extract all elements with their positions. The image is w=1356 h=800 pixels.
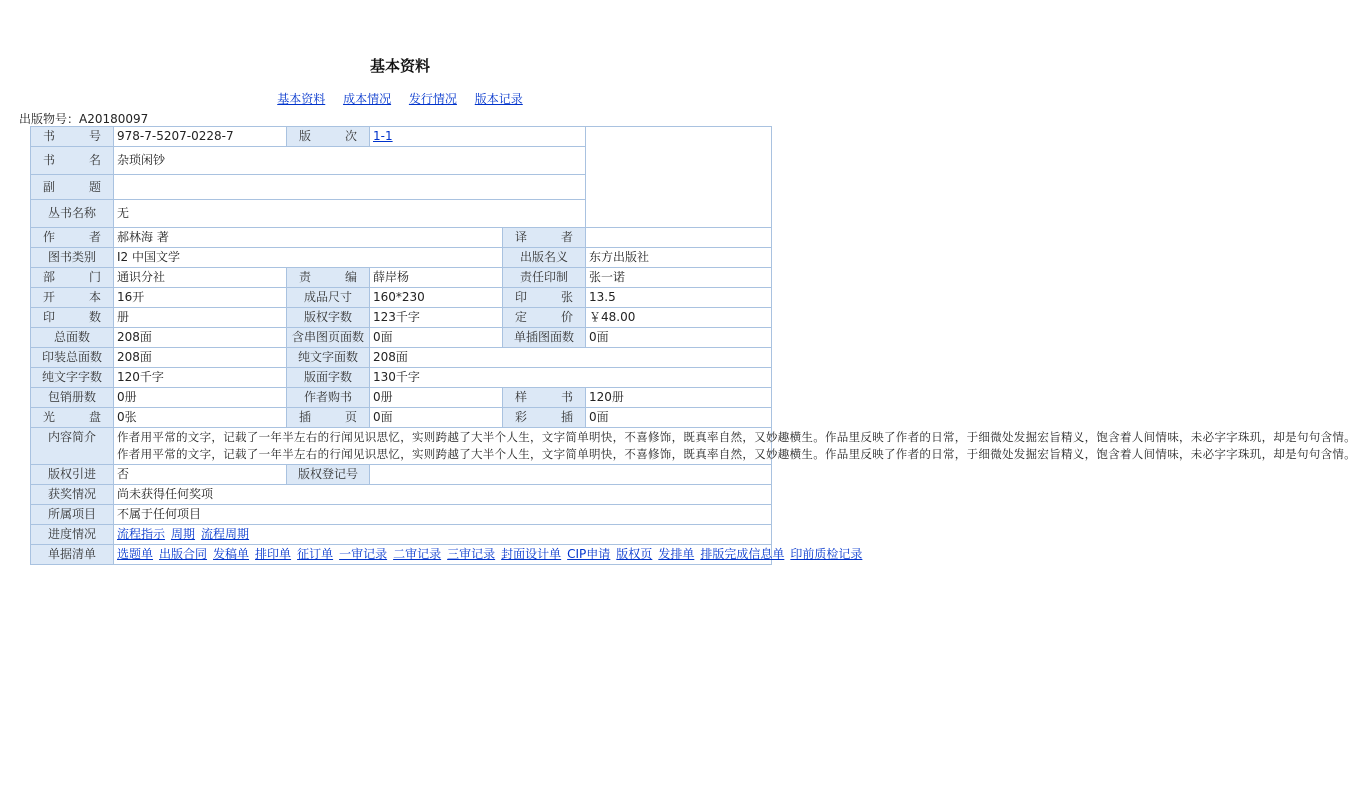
color-label: 彩插: [503, 408, 586, 428]
summary-paragraph: 作者用平常的文字，记载了一年半左右的行闻见识思忆，实则跨越了大半个人生，文字简单明快，不喜修饰，既真率自然，又妙趣横生。作品里反映了作者的日常，于细微处发掘宏旨精义，饱含着人间情味，未必字字珠玑，却是句句含情。: [117, 430, 1356, 444]
text-words-value: 120千字: [114, 368, 287, 388]
table-row: [31, 408, 772, 428]
subtitle-value: [114, 175, 586, 200]
cover-placeholder: [586, 127, 772, 228]
form-link-print-order[interactable]: 排印单: [255, 547, 292, 561]
text-words-label: 纯文字字数: [31, 368, 114, 388]
plates-label: 插页: [287, 408, 370, 428]
dept-value: 通识分社: [114, 268, 287, 288]
author-buy-value: 0册: [370, 388, 503, 408]
table-row: [31, 545, 772, 565]
project-label: 所属项目: [31, 505, 114, 525]
format-label: 开本: [31, 288, 114, 308]
dept-label: 部门: [31, 268, 114, 288]
price-label: 定价: [503, 308, 586, 328]
progress-links: [114, 525, 772, 545]
nav-version-history[interactable]: 版本记录: [474, 92, 523, 106]
sheets-value: 13.5: [586, 288, 772, 308]
rights-reg-label: 版权登记号: [287, 465, 370, 485]
bound-pages-label: 印装总面数: [31, 348, 114, 368]
package-label: 包销册数: [31, 388, 114, 408]
form-link-subscription[interactable]: 征订单: [297, 547, 334, 561]
author-label: 作者: [31, 228, 114, 248]
size-value: 160*230: [370, 288, 503, 308]
series-label: 丛书名称: [31, 200, 114, 228]
translator-value: [586, 228, 772, 248]
table-row: [31, 268, 772, 288]
text-pages-label: 纯文字面数: [287, 348, 370, 368]
book-name-value: 杂琐闲钞: [114, 147, 586, 175]
rights-value: 否: [114, 465, 287, 485]
form-link-topic[interactable]: 选题单: [117, 547, 154, 561]
summary-label: 内容简介: [31, 428, 114, 465]
progress-label: 进度情况: [31, 525, 114, 545]
project-value: 不属于任何项目: [114, 505, 772, 525]
page-title: 基本资料: [369, 57, 430, 75]
disc-label: 光盘: [31, 408, 114, 428]
print-qty-value: 册: [114, 308, 287, 328]
top-nav: [0, 90, 800, 107]
table-row: [31, 505, 772, 525]
form-link-typeset[interactable]: 发排单: [658, 547, 695, 561]
author-value: 郝林海 著: [114, 228, 503, 248]
publication-number-value: A20180097: [79, 112, 149, 126]
award-value: 尚未获得任何奖项: [114, 485, 772, 505]
author-buy-label: 作者购书: [287, 388, 370, 408]
publication-number-label: 出版物号：: [19, 112, 80, 126]
table-row: [31, 428, 772, 465]
total-pages-label: 总面数: [31, 328, 114, 348]
series-value: 无: [114, 200, 586, 228]
table-row: [31, 308, 772, 328]
size-label: 成品尺寸: [287, 288, 370, 308]
form-link-typeset-complete[interactable]: 排版完成信息单: [700, 547, 785, 561]
editor-label: 责编: [287, 268, 370, 288]
illus-pages-label: 含串图页面数: [287, 328, 370, 348]
category-label: 图书类别: [31, 248, 114, 268]
table-row: [31, 388, 772, 408]
form-link-manuscript[interactable]: 发稿单: [213, 547, 250, 561]
layout-words-value: 130千字: [370, 368, 772, 388]
imprint-value: 东方出版社: [586, 248, 772, 268]
price-value: ￥48.00: [586, 308, 772, 328]
printer-label: 责任印制: [503, 268, 586, 288]
award-label: 获奖情况: [31, 485, 114, 505]
total-pages-value: 208面: [114, 328, 287, 348]
sample-value: 120册: [586, 388, 772, 408]
summary-value: [114, 428, 1356, 465]
table-row: [31, 328, 772, 348]
printer-value: 张一诺: [586, 268, 772, 288]
progress-link-flow[interactable]: 流程指示: [117, 527, 166, 541]
form-link-cip[interactable]: CIP申请: [567, 547, 611, 561]
form-link-contract[interactable]: 出版合同: [159, 547, 208, 561]
table-row: [31, 368, 772, 388]
summary-paragraph: 作者用平常的文字，记载了一年半左右的行闻见识思忆，实则跨越了大半个人生，文字简单明快，不喜修饰，既真率自然，又妙趣横生。作品里反映了作者的日常，于细微处发掘宏旨精义，饱含着人间情味，未必字字珠玑，却是句句含情。: [117, 447, 1356, 461]
edition-label: 版次: [287, 127, 370, 147]
format-value: 16开: [114, 288, 287, 308]
form-link-copyright-page[interactable]: 版权页: [616, 547, 653, 561]
insert-pages-label: 单插图面数: [503, 328, 586, 348]
illus-pages-value: 0面: [370, 328, 503, 348]
table-row: [31, 127, 772, 147]
rights-reg-value: [370, 465, 772, 485]
form-link-review-3[interactable]: 三审记录: [447, 547, 496, 561]
table-row: [31, 348, 772, 368]
insert-pages-value: 0面: [586, 328, 772, 348]
forms-label: 单据清单: [31, 545, 114, 565]
forms-links: [114, 545, 863, 565]
sheets-label: 印张: [503, 288, 586, 308]
color-value: 0面: [586, 408, 772, 428]
isbn-value: 978-7-5207-0228-7: [114, 127, 287, 147]
table-row: [31, 465, 772, 485]
subtitle-label: 副题: [31, 175, 114, 200]
nav-cost[interactable]: 成本情况: [343, 92, 392, 106]
bound-pages-value: 208面: [114, 348, 287, 368]
copyright-words-value: 123千字: [370, 308, 503, 328]
rights-label: 版权引进: [31, 465, 114, 485]
edition-value: [370, 127, 586, 147]
package-value: 0册: [114, 388, 287, 408]
sample-label: 样书: [503, 388, 586, 408]
copyright-words-label: 版权字数: [287, 308, 370, 328]
book-name-label: 书名: [31, 147, 114, 175]
nav-distribution[interactable]: 发行情况: [408, 92, 457, 106]
book-info-table: [30, 126, 1356, 565]
table-row: [31, 485, 772, 505]
text-pages-value: 208面: [370, 348, 772, 368]
category-value: I2 中国文学: [114, 248, 503, 268]
table-row: [31, 525, 772, 545]
layout-words-label: 版面字数: [287, 368, 370, 388]
form-link-cover-design[interactable]: 封面设计单: [501, 547, 562, 561]
publication-number: [19, 110, 148, 127]
table-row: [31, 248, 772, 268]
nav-basic-info[interactable]: 基本资料: [277, 92, 326, 106]
form-link-review-2[interactable]: 二审记录: [393, 547, 442, 561]
progress-link-flow-period[interactable]: 流程周期: [201, 527, 250, 541]
isbn-label: 书号: [31, 127, 114, 147]
translator-label: 译者: [503, 228, 586, 248]
imprint-label: 出版名义: [503, 248, 586, 268]
plates-value: 0面: [370, 408, 503, 428]
table-row: [31, 228, 772, 248]
editor-value: 薛岸杨: [370, 268, 503, 288]
form-link-review-1[interactable]: 一审记录: [339, 547, 388, 561]
form-link-prepress-qc[interactable]: 印前质检记录: [790, 547, 863, 561]
edition-link[interactable]: 1-1: [373, 129, 393, 143]
table-row: [31, 288, 772, 308]
print-qty-label: 印数: [31, 308, 114, 328]
disc-value: 0张: [114, 408, 287, 428]
progress-link-period[interactable]: 周期: [171, 527, 196, 541]
